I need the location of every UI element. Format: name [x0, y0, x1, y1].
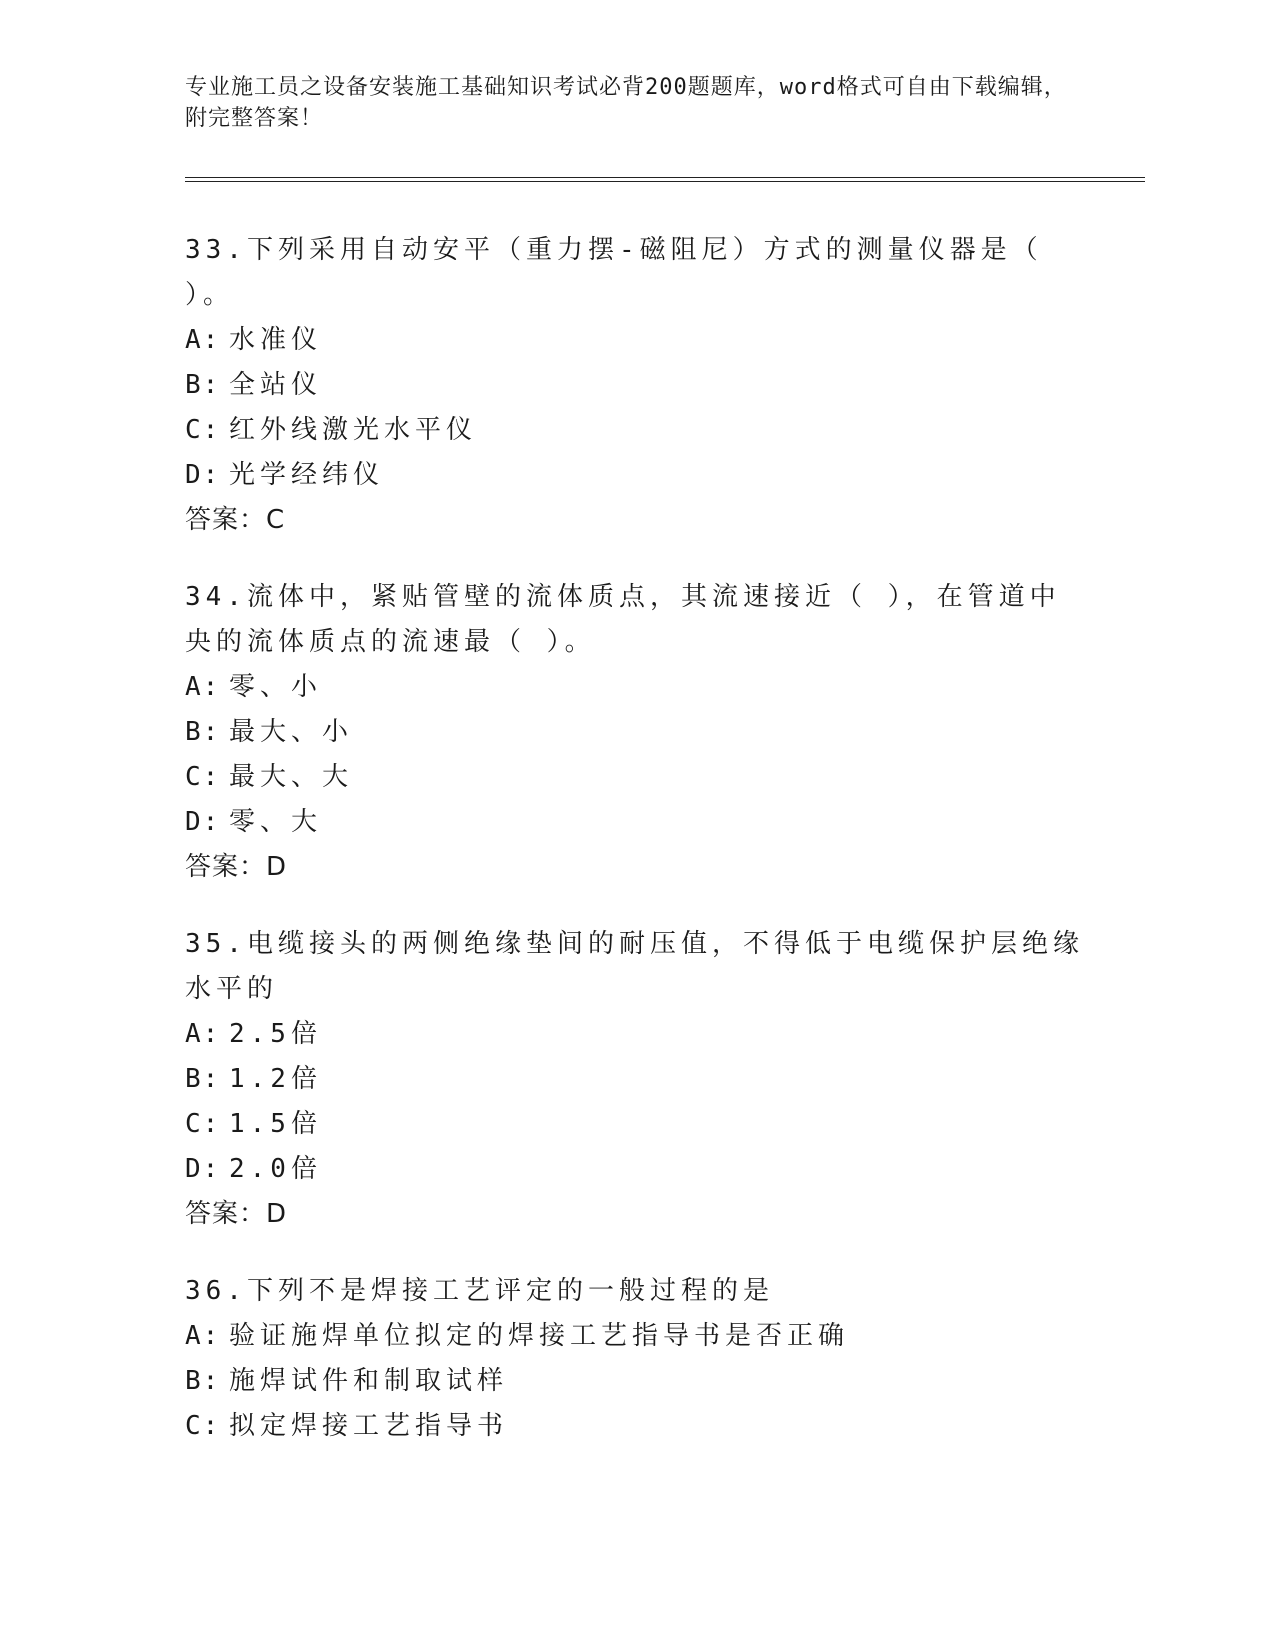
- question-stem: 35.电缆接头的两侧绝缘垫间的耐压值，不得低于电缆保护层绝缘水平的: [185, 929, 1084, 1004]
- answer-line: 答案：D: [185, 1199, 288, 1229]
- option-text: 1.5倍: [229, 1109, 322, 1139]
- option-text: 零、小: [229, 672, 323, 702]
- question-stem: 34.流体中，紧贴管壁的流体质点，其流速接近（ ），在管道中央的流体质点的流速最（ ）。: [185, 582, 1061, 657]
- option-text: 全站仪: [229, 370, 323, 400]
- option-b: [185, 1057, 1085, 1102]
- option-a: [185, 318, 1085, 363]
- option-a: [185, 1314, 1085, 1359]
- option-letter: B:: [185, 370, 221, 400]
- option-b: [185, 1359, 1085, 1404]
- option-letter: A:: [185, 1019, 221, 1049]
- option-a: [185, 665, 1085, 710]
- option-d: [185, 1147, 1085, 1192]
- option-letter: B:: [185, 1366, 221, 1396]
- option-d: [185, 453, 1085, 498]
- option-text: 零、大: [229, 807, 323, 837]
- option-text: 1.2倍: [229, 1064, 322, 1094]
- document-header: 专业施工员之设备安装施工基础知识考试必背200题题库，word格式可自由下载编辑，附完整答案！: [185, 75, 1067, 131]
- question-33: [185, 228, 1085, 543]
- option-letter: B:: [185, 717, 221, 747]
- answer-line: 答案：C: [185, 505, 286, 535]
- option-b: [185, 710, 1085, 755]
- option-text: 施焊试件和制取试样: [229, 1366, 509, 1396]
- question-list: [185, 228, 1085, 1481]
- option-text: 最大、大: [229, 762, 354, 792]
- option-letter: A:: [185, 1321, 221, 1351]
- option-c: [185, 1404, 1085, 1449]
- option-d: [185, 800, 1085, 845]
- option-c: [185, 1102, 1085, 1147]
- option-text: 拟定焊接工艺指导书: [229, 1411, 509, 1441]
- option-text: 验证施焊单位拟定的焊接工艺指导书是否正确: [229, 1321, 850, 1351]
- option-text: 最大、小: [229, 717, 354, 747]
- question-36: [185, 1269, 1085, 1449]
- option-letter: C:: [185, 762, 221, 792]
- option-letter: C:: [185, 1411, 221, 1441]
- option-letter: C:: [185, 415, 221, 445]
- option-a: [185, 1012, 1085, 1057]
- option-letter: D:: [185, 1154, 221, 1184]
- question-35: [185, 922, 1085, 1237]
- option-text: 2.5倍: [229, 1019, 322, 1049]
- option-letter: D:: [185, 460, 221, 490]
- header-divider: [185, 177, 1145, 182]
- option-text: 光学经纬仪: [229, 460, 385, 490]
- option-letter: A:: [185, 325, 221, 355]
- option-c: [185, 755, 1085, 800]
- option-text: 2.0倍: [229, 1154, 322, 1184]
- option-letter: A:: [185, 672, 221, 702]
- answer-line: 答案：D: [185, 852, 288, 882]
- question-34: [185, 575, 1085, 890]
- option-letter: B:: [185, 1064, 221, 1094]
- option-text: 红外线激光水平仪: [229, 415, 478, 445]
- question-stem: 33.下列采用自动安平（重力摆-磁阻尼）方式的测量仪器是（ ）。: [185, 235, 1043, 310]
- option-letter: C:: [185, 1109, 221, 1139]
- question-stem: 36.下列不是焊接工艺评定的一般过程的是: [185, 1276, 774, 1306]
- option-letter: D:: [185, 807, 221, 837]
- option-text: 水准仪: [229, 325, 323, 355]
- option-b: [185, 363, 1085, 408]
- option-c: [185, 408, 1085, 453]
